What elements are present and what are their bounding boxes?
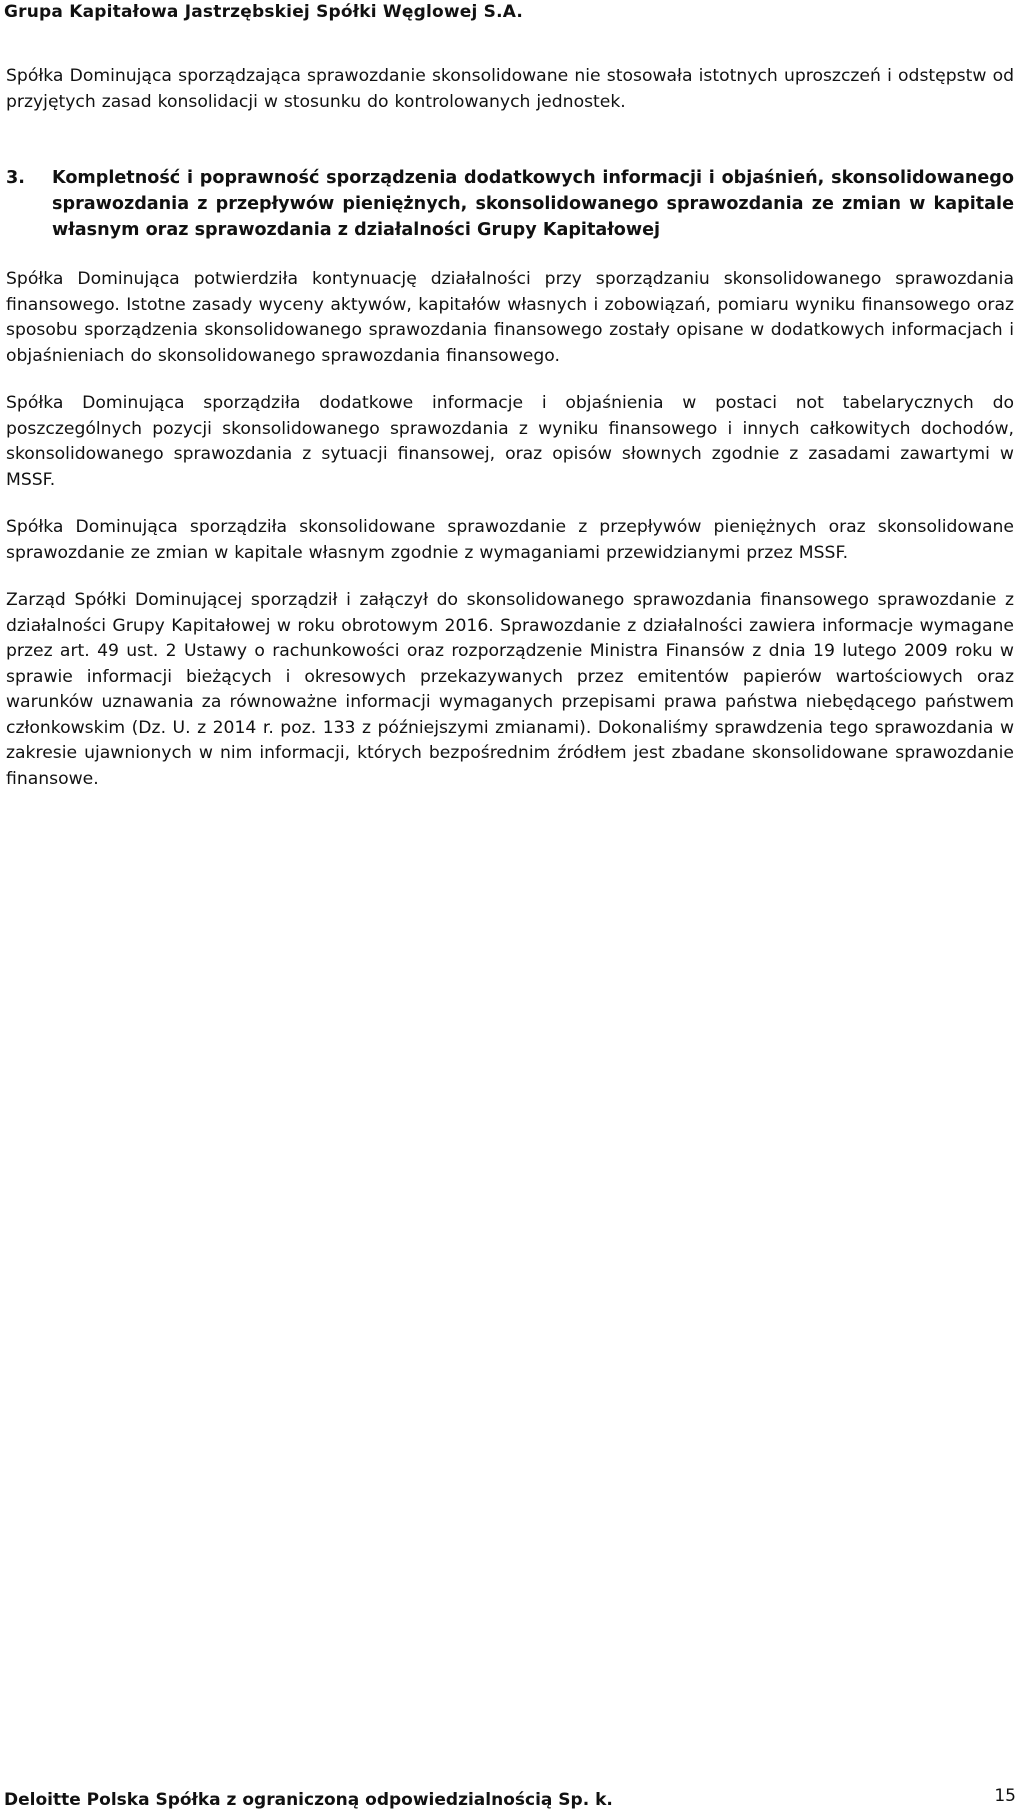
section-heading-text: Kompletność i poprawność sporządzenia dodatkowych informacji i objaśnień, skonsolidowanego sprawozdania z przepływów pieniężnych, skonsolidowanego sprawozdania ze zmian w kapitale własnym oraz sprawozdania z działalności Grupy Kapitałowej	[52, 168, 1014, 240]
footer-firm-name: Deloitte Polska Spółka z ograniczoną odpowiedzialnością Sp. k.	[4, 1790, 613, 1810]
paragraph-going-concern: Spółka Dominująca potwierdziła kontynuację działalności przy sporządzaniu skonsolidowanego sprawozdania finansowego. Istotne zasady wyceny aktywów, kapitałów własnych i zobowiązań, pomiaru wyniku finansowego oraz sposobu sporządzenia skonsolidowanego sprawozdania finansowego zostały opisane w dodatkowych informacjach i objaśnieniach do skonsolidowanego sprawozdania finansowego.	[6, 269, 1014, 366]
section-heading	[6, 165, 1014, 243]
paragraph-additional-notes: Spółka Dominująca sporządziła dodatkowe informacje i objaśnienia w postaci not tabelarycznych do poszczególnych pozycji skonsolidowanego sprawozdania z wyniku finansowego i innych całkowitych dochodów, skonsolidowanego sprawozdania z sytuacji finansowej, oraz opisów słownych zgodnie z zasadami zawartymi w MSSF.	[6, 393, 1014, 490]
page-header-title: Grupa Kapitałowa Jastrzębskiej Spółki Węglowej S.A.	[4, 2, 524, 22]
paragraph-management-report: Zarząd Spółki Dominującej sporządził i załączył do skonsolidowanego sprawozdania finansowego sprawozdanie z działalności Grupy Kapitałowej w roku obrotowym 2016. Sprawozdanie z działalności zawiera informacje wymagane przez art. 49 ust. 2 Ustawy o rachunkowości oraz rozporządzenie Ministra Finansów z dnia 19 lutego 2009 roku w sprawie informacji bieżących i okresowych przekazywanych przez emitentów papierów wartościowych oraz warunków uznawania za równoważne informacji wymaganych przepisami prawa państwa niebędącego państwem członkowskim (Dz. U. z 2014 r. poz. 133 z późniejszymi zmianami). Dokonaliśmy sprawdzenia tego sprawozdania w zakresie ujawnionych w nim informacji, których bezpośrednim źródłem jest zbadane skonsolidowane sprawozdanie finansowe.	[6, 590, 1014, 789]
intro-paragraph: Spółka Dominująca sporządzająca sprawozdanie skonsolidowane nie stosowała istotnych uproszczeń i odstępstw od przyjętych zasad konsolidacji w stosunku do kontrolowanych jednostek.	[6, 66, 1014, 112]
page-content	[6, 64, 1014, 792]
paragraph-cash-flow-equity: Spółka Dominująca sporządziła skonsolidowane sprawozdanie z przepływów pieniężnych oraz skonsolidowane sprawozdanie ze zmian w kapitale własnym zgodnie z wymaganiami przewidzianymi przez MSSF.	[6, 517, 1014, 563]
page-number: 15	[994, 1786, 1016, 1806]
section-number: 3.	[6, 168, 25, 188]
